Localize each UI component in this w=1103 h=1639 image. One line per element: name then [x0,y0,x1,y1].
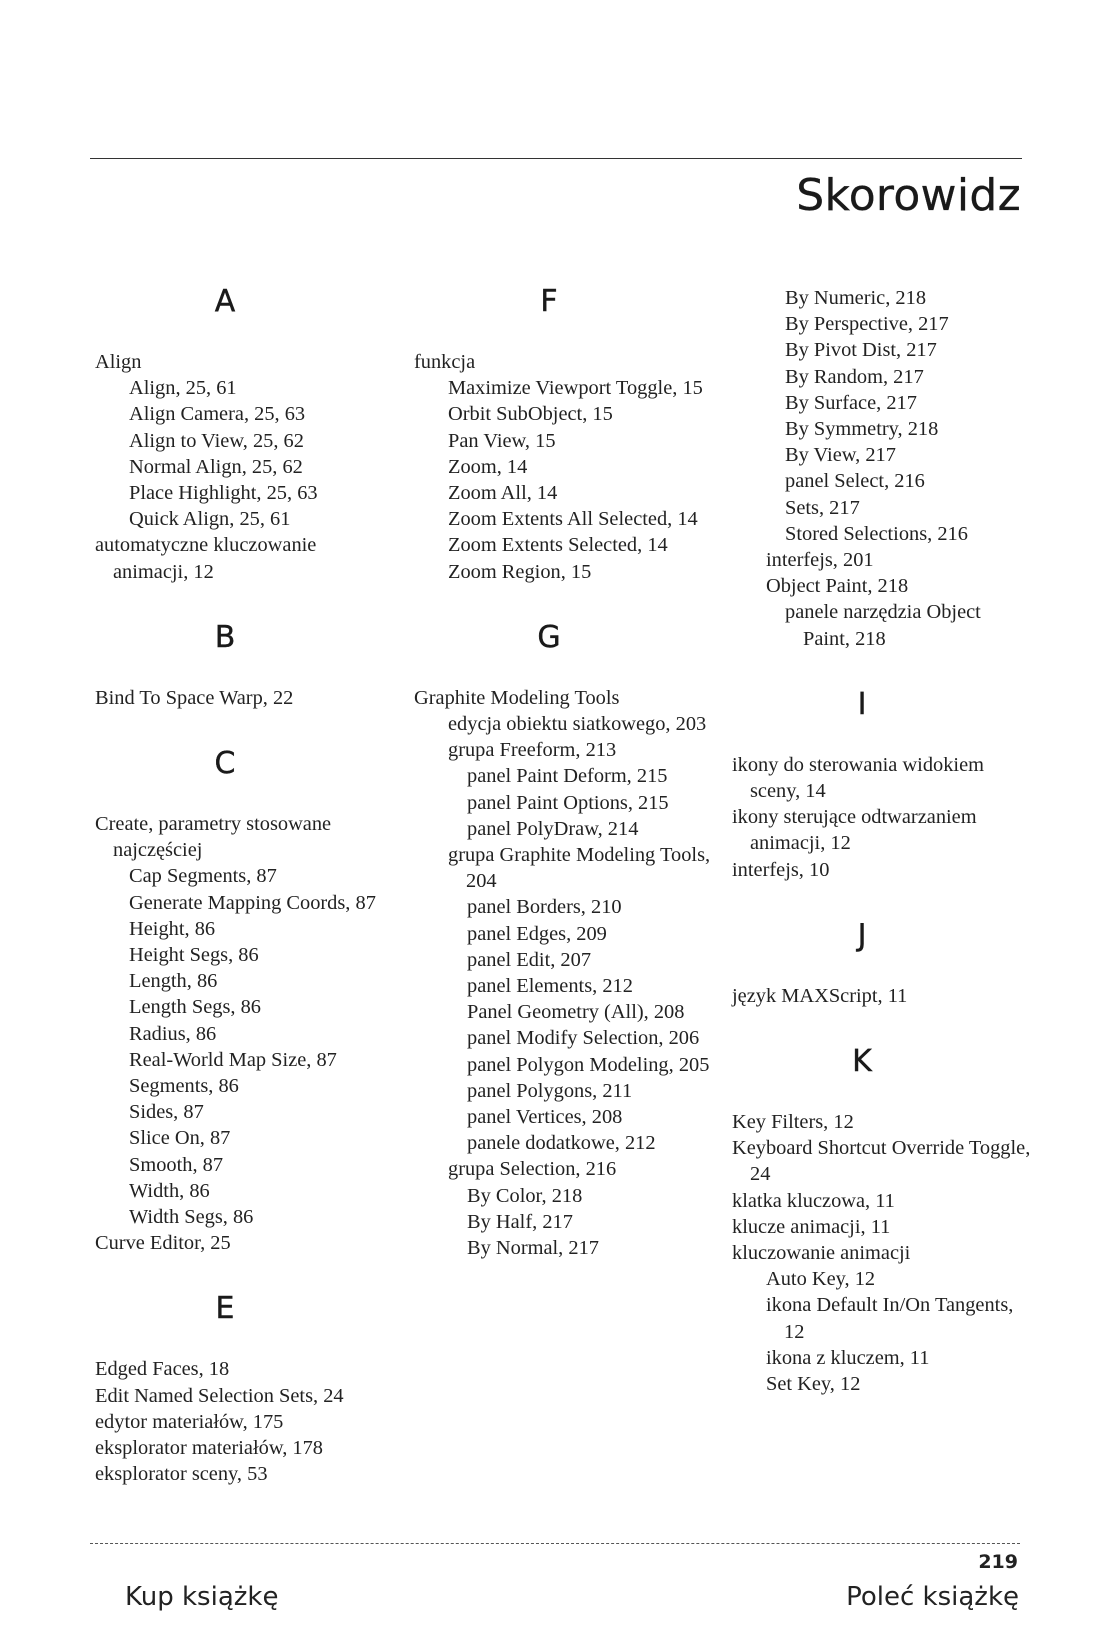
index-subentry: Normal Align, 25, 62 [129,455,303,478]
index-entry: Graphite Modeling Tools [414,686,620,709]
index-subentry: Align Camera, 25, 63 [129,403,306,426]
entry-list [732,285,1032,652]
index-subentry: By Symmetry, 218 [785,418,939,441]
entry-list [732,1109,1032,1397]
index-subentry: panel PolyDraw, 214 [467,817,639,840]
index-subentry: Set Key, 12 [766,1373,861,1396]
index-entry: ikony sterujące odtwarzaniem animacji, 12 [732,806,977,855]
index-subentry: Real-World Map Size, 87 [129,1048,337,1071]
index-section [732,285,1032,652]
index-entry: edytor materiałów, 175 [95,1410,284,1433]
entry-list [732,983,1032,1009]
index-entry: automatyczne kluczowanie animacji, 12 [95,534,317,583]
index-section [95,285,395,585]
index-subentry: grupa Selection, 216 [448,1158,617,1181]
index-subentry: panel Borders, 210 [467,896,622,919]
index-subentry: By Surface, 217 [785,391,917,414]
index-subentry: Stored Selections, 216 [785,522,968,545]
index-subentry: panel Paint Deform, 215 [467,765,668,788]
index-subentry: Height, 86 [129,917,216,940]
index-subentry: Align to View, 25, 62 [129,429,304,452]
index-subentry: ikona z kluczem, 11 [766,1346,930,1369]
index-subentry: Place Highlight, 25, 63 [129,482,318,505]
entry-list [95,811,395,1256]
index-subentry: Quick Align, 25, 61 [129,508,291,531]
index-subentry: By Perspective, 217 [785,313,949,336]
index-entry: klucze animacji, 11 [732,1215,891,1238]
index-entry: Edit Named Selection Sets, 24 [95,1384,344,1407]
entry-list [95,1356,395,1487]
index-subentry: ikona Default In/On Tangents, 12 [766,1294,1014,1343]
index-subentry: panel Vertices, 208 [467,1106,623,1129]
index-subentry: Orbit SubObject, 15 [448,403,613,426]
index-section [414,621,724,1261]
entry-list [732,752,1032,883]
index-section [732,919,1032,1009]
index-entry: język MAXScript, 11 [732,984,908,1007]
index-section [732,1045,1032,1397]
index-entry: Align [95,351,142,373]
index-subentry: Slice On, 87 [129,1127,231,1150]
index-subentry: Sides, 87 [129,1101,204,1124]
page-number: 219 [978,1551,1018,1573]
index-subentry: By Pivot Dist, 217 [785,339,937,362]
index-entry: funkcja [414,351,476,373]
index-entry: eksplorator sceny, 53 [95,1463,268,1486]
section-letter: F [540,284,558,319]
index-subentry: grupa Graphite Modeling Tools, 204 [448,844,711,893]
entry-list [414,349,724,585]
index-subentry: Sets, 217 [785,496,860,519]
index-entry: kluczowanie animacji [732,1242,911,1265]
index-subentry: panel Paint Options, 215 [467,791,669,814]
index-subentry: Smooth, 87 [129,1153,224,1176]
index-subentry: Height Segs, 86 [129,944,259,967]
index-column-3 [732,285,1032,1433]
index-subentry: Zoom All, 14 [448,482,558,505]
index-subentry: By Numeric, 218 [785,287,927,309]
index-subentry: Auto Key, 12 [766,1268,876,1291]
index-subentry: grupa Freeform, 213 [448,739,617,762]
index-subentry: Zoom Extents All Selected, 14 [448,508,698,531]
index-subentry: Length, 86 [129,970,218,993]
index-entry: Edged Faces, 18 [95,1358,230,1381]
index-subentry: panel Edit, 207 [467,948,592,971]
section-letter: C [214,746,236,782]
index-entry: Create, parametry stosowane najczęściej [95,813,332,862]
index-subentry: By Normal, 217 [467,1237,599,1260]
index-column-1 [95,285,395,1524]
index-subentry: By Half, 217 [467,1210,573,1233]
index-entry: klatka kluczowa, 11 [732,1189,895,1212]
section-letter: K [852,1044,872,1080]
index-subentry: panel Polygon Modeling, 205 [467,1053,710,1076]
index-subentry: interfejs, 201 [766,549,874,572]
section-letter: G [537,619,561,655]
index-section [414,285,724,585]
index-entry: eksplorator materiałów, 178 [95,1437,324,1460]
section-letter: A [214,284,236,319]
section-letter: B [214,619,236,655]
index-section [95,1292,395,1487]
index-entry: Key Filters, 12 [732,1111,854,1134]
index-subentry: edycja obiektu siatkowego, 203 [448,713,707,736]
index-subentry: panel Select, 216 [785,470,925,493]
index-entry: Curve Editor, 25 [95,1232,231,1255]
index-subentry: Width, 86 [129,1179,210,1202]
index-subentry: Panel Geometry (All), 208 [467,1001,685,1024]
index-entry: ikony do sterowania widokiem sceny, 14 [732,753,985,803]
index-section [95,621,395,711]
index-subentry: Cap Segments, 87 [129,865,277,888]
index-entry: Bind To Space Warp, 22 [95,686,294,709]
index-subentry: panel Modify Selection, 206 [467,1027,700,1050]
index-subentry: Segments, 86 [129,1075,239,1098]
index-subentry: panel Polygons, 211 [467,1079,633,1102]
index-subentry: Object Paint, 218 [766,575,909,598]
recommend-book-link[interactable]: Poleć książkę [846,1582,1019,1612]
index-subentry: Length Segs, 86 [129,996,261,1019]
page-title: Skorowidz [796,170,1021,221]
index-subentry: panel Edges, 209 [467,922,607,945]
entry-list [95,685,395,711]
index-section [95,747,395,1256]
index-subentry: Generate Mapping Coords, 87 [129,891,376,914]
index-subentry: panele narzędzia Object Paint, 218 [785,601,981,650]
index-subentry: By Color, 218 [467,1184,583,1207]
section-letter: J [857,917,867,953]
bottom-rule [90,1543,1020,1544]
index-entry: interfejs, 10 [732,858,830,881]
section-letter: I [857,686,867,722]
index-subentry: By Random, 217 [785,365,924,388]
entry-list [414,685,724,1261]
index-column-2 [414,285,724,1297]
index-subentry: Maximize Viewport Toggle, 15 [448,377,703,400]
index-subentry: Align, 25, 61 [129,377,237,400]
index-subentry: Zoom Extents Selected, 14 [448,534,668,557]
index-subentry: Zoom, 14 [448,455,528,478]
buy-book-link[interactable]: Kup książkę [125,1582,279,1612]
section-letter: E [215,1291,235,1327]
index-subentry: panele dodatkowe, 212 [467,1132,656,1155]
index-subentry: Radius, 86 [129,1022,217,1045]
entry-list [95,349,395,585]
index-subentry: Zoom Region, 15 [448,560,592,583]
index-subentry: panel Elements, 212 [467,975,633,998]
index-subentry: Width Segs, 86 [129,1206,254,1229]
index-subentry: By View, 217 [785,444,896,467]
index-subentry: Pan View, 15 [448,429,556,452]
top-rule [90,158,1022,159]
index-section [732,688,1032,883]
index-entry: Keyboard Shortcut Override Toggle, 24 [732,1137,1031,1186]
